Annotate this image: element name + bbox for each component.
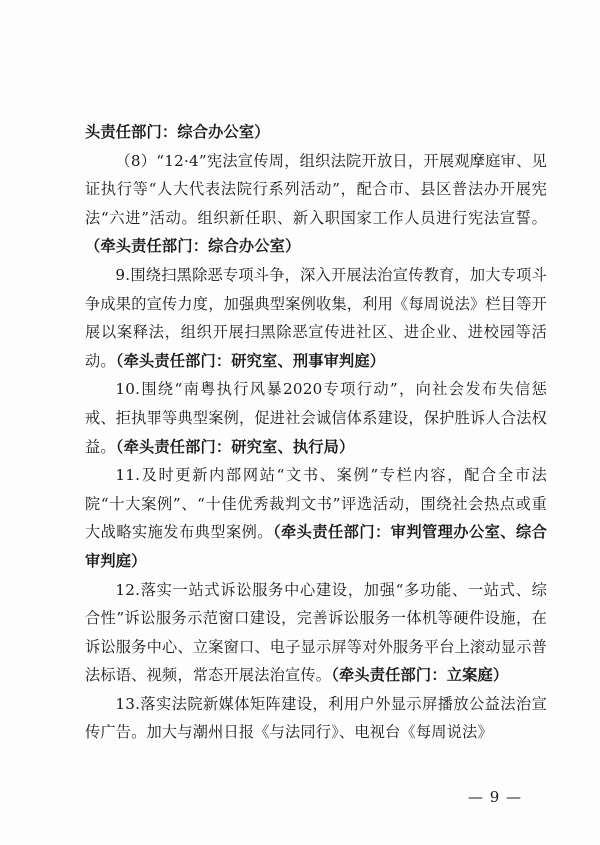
paragraph-text: （8）“12·4”宪法宣传周，组织法院开放日，开展观摩庭审、见证执行等“人大代表法院行系列活动”，配合市、县区普法办开展宪法“六进”活动。组织新任职、新入职国家工作人员进行宪法宣誓。: [85, 151, 547, 227]
paragraph-text: 13.落实法院新媒体矩阵建设，利用户外显示屏播放公益法治宣传广告。加大与潮州日报《与法同行》、电视台《每周说法》: [85, 694, 547, 742]
responsible-department: （牵头责任部门：立案庭）: [331, 666, 509, 685]
page-number: — 9 —: [467, 788, 523, 806]
document-body: [85, 118, 547, 747]
responsible-department: 头责任部门：综合办公室）: [85, 123, 270, 141]
responsible-department: （牵头责任部门：综合办公室）: [85, 237, 301, 256]
responsible-department: （牵头责任部门：研究室、刑事审判庭）: [115, 351, 386, 370]
paragraph-item-11: [85, 461, 547, 575]
paragraph-text: 12.落实一站式诉讼服务中心建设，加强“多功能、一站式、综合性”诉讼服务示范窗口建设，完善诉讼服务一体机等硬件设施，在诉讼服务中心、立案窗口、电子显示屏等对外服务平台上滚动显示普法标语、视频，常态开展法治宣传。: [85, 580, 547, 685]
paragraph-text: 10.围绕“南粤执行风暴2020专项行动”，向社会发布失信惩戒、拒执罪等典型案例，促进社会诚信体系建设，保护胜诉人合法权益。: [85, 380, 547, 456]
paragraph-item-12: [85, 576, 547, 690]
responsible-department: （牵头责任部门：研究室、执行局）: [115, 437, 355, 456]
paragraph-item-10: [85, 375, 547, 461]
paragraph-continuation: [85, 118, 547, 147]
responsible-department: （牵头责任部门：审判管理办公室、综合审判庭）: [85, 523, 547, 570]
paragraph-item-8: [85, 147, 547, 261]
paragraph-item-9: [85, 261, 547, 375]
paragraph-text: 11.及时更新内部网站“文书、案例”专栏内容，配合全市法院“十大案例”、“十佳优秀裁判文书”评选活动，围绕社会热点或重大战略实施发布典型案例。: [85, 466, 547, 542]
paragraph-text: 9.围绕扫黑除恶专项斗争，深入开展法治宣传教育，加大专项斗争成果的宣传力度，加强典型案例收集，利用《每周说法》栏目等开展以案释法，组织开展扫黑除恶宣传进社区、进企业、进校园等活动。: [85, 265, 547, 370]
paragraph-item-13: [85, 690, 547, 747]
